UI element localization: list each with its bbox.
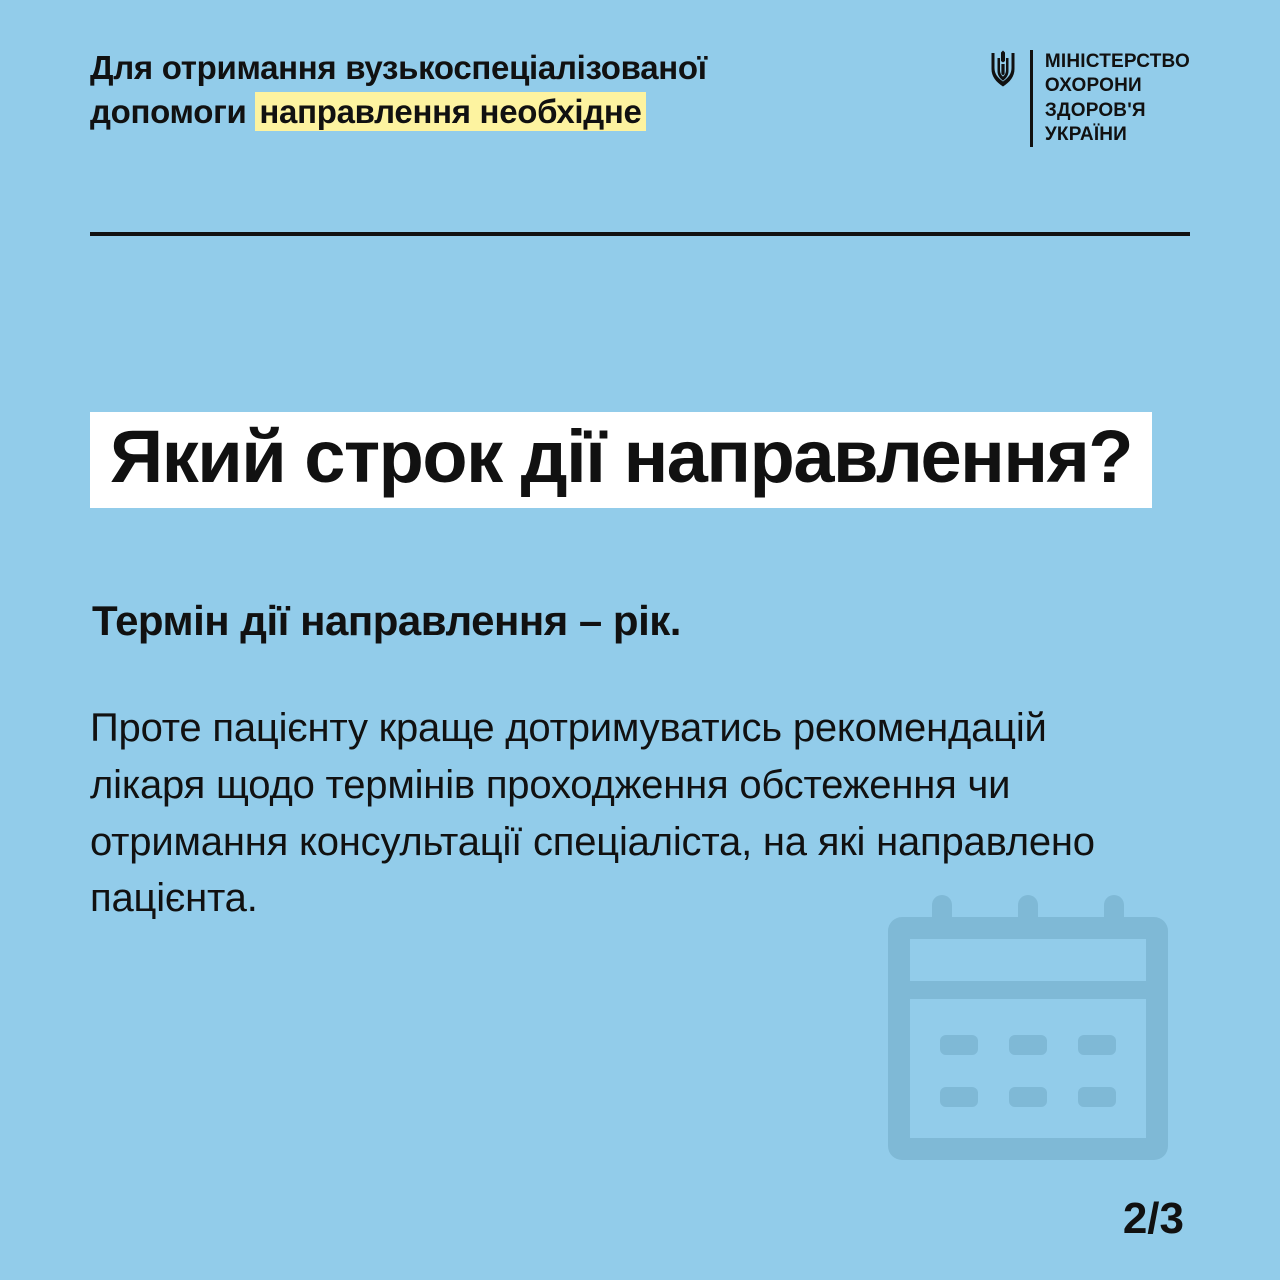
ukraine-trident-emblem — [990, 50, 1016, 90]
subheading: Термін дії направлення – рік. — [92, 597, 681, 644]
header-title-line2-prefix: допомоги — [90, 92, 256, 130]
calendar-icon — [888, 895, 1168, 1160]
header-title-line1: Для отримання вузькоспеціалізованої — [90, 49, 707, 86]
logo-text-line3: ЗДОРОВ'Я — [1044, 99, 1146, 121]
logo-text-line4: УКРАЇНИ — [1044, 123, 1128, 145]
logo-text-line2: ОХОРОНИ — [1044, 75, 1142, 97]
header — [90, 46, 1190, 147]
header-title — [90, 46, 707, 133]
header-divider — [90, 232, 1190, 236]
page-counter: 2/3 — [1122, 1194, 1184, 1243]
logo-divider — [1030, 50, 1033, 147]
body-text: Проте пацієнту краще дотримуватись рекомендацій лікаря щодо термінів проходження обстеження чи отримання консультації спеціаліста, на які направлено пацієнта. — [90, 706, 1095, 921]
page-title: Який строк дії направлення? — [90, 412, 1152, 508]
logo-text-line1: МІНІСТЕРСТВО — [1044, 51, 1190, 72]
logo-text — [1045, 50, 1190, 147]
moz-logo — [990, 46, 1190, 147]
header-title-highlight: направлення необхідне — [255, 92, 645, 131]
